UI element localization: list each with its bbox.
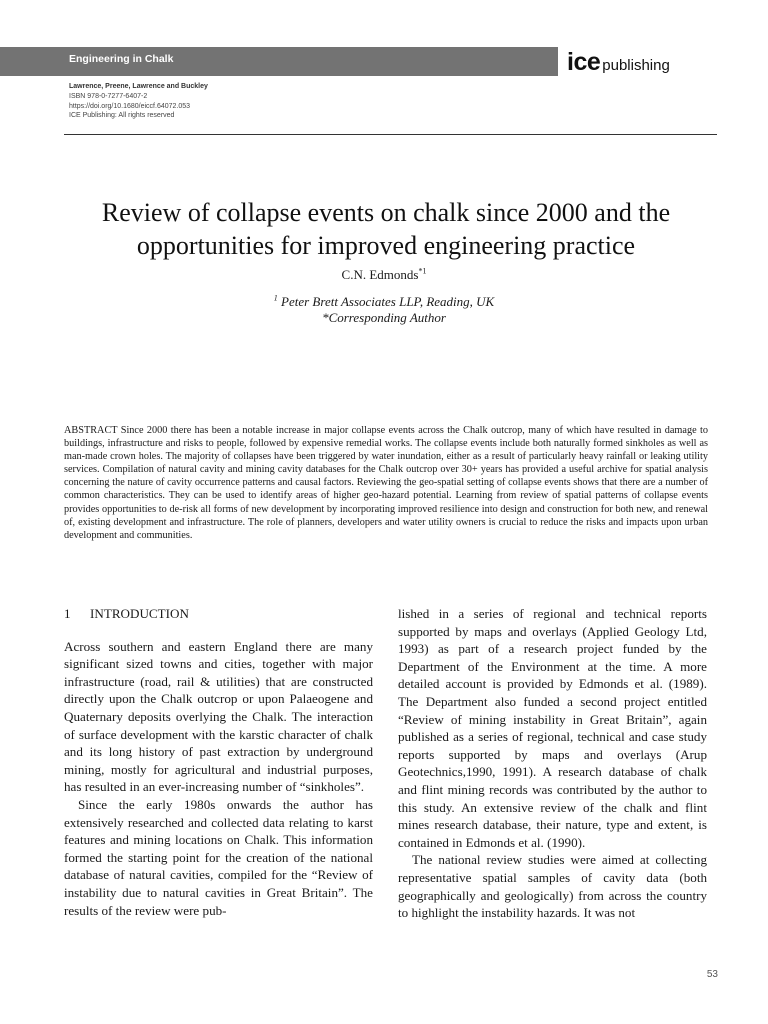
body-paragraph: The national review studies were aimed at collecting representative spatial samples of cavity data (both geographically and geologically) from across the country to highlight the instability hazards. It was not (398, 852, 707, 921)
body-column-right (398, 605, 707, 922)
page-number: 53 (706, 969, 718, 980)
book-doi: https://doi.org/10.1680/eiccf.64072.053 (69, 102, 191, 110)
logo-publishing-wordmark: publishing (602, 57, 670, 74)
section-title: INTRODUCTION (90, 606, 189, 621)
affiliation-text: Peter Brett Associates LLP, Reading, UK (281, 294, 495, 309)
book-isbn: ISBN 978-0-7277-6407-2 (69, 92, 148, 100)
paper-title (40, 196, 732, 262)
section-heading-introduction (64, 605, 373, 623)
author-marks: *1 (418, 266, 427, 276)
body-column-left (64, 605, 373, 919)
book-rights: ICE Publishing: All rights reserved (69, 112, 175, 120)
body-paragraph: Since the early 1980s onwards the author has extensively researched and collected data relating to karst features and mining locations on Chalk. This information formed the starting point for the creation of the national database of natural cavities, compiled for the “Review of instability due to natural cavities in Great Britain”. The results of the review were pub- (64, 796, 373, 918)
logo-ice-wordmark: ice (567, 48, 601, 76)
body-paragraph: lished in a series of regional and technical reports supported by maps and overlays (Applied Geology Ltd, 1993) as part of a research project funded by the Department of the Environment at the time. A more detailed account is provided by Edmonds et al. (1989). The Department also funded a second project entitled “Review of mining instability in Great Britain”, again published as a series of regional, technical and case study reports supported by maps and overlays (Arup Geotechnics,1990, 1991). A research database of chalk and flint mining records was contributed by the author to this study. An extensive review of the chalk and flint mines research database, their nature, type and extent, is contained in Edmonds et al. (1990). (398, 606, 707, 850)
author-line (0, 267, 768, 283)
affiliation-line (0, 294, 768, 310)
abstract: ABSTRACT Since 2000 there has been a notable increase in major collapse events across the Chalk outcrop, many of which have resulted in damage to buildings, infrastructure and risks to people, followed by expensive remedial works. The collapse events include both naturally formed sinkholes as well as man-made crown holes. The majority of collapses have been triggered by water inundation, either as a result of particularly heavy rainfall or leaking utility services. Compilation of natural cavity and mining cavity databases for the Chalk outcrop over 30+ years has provided a useful archive for spatial analysis concerning the nature of cavity occurrence patterns and causal factors. Reviewing the geo-spatial setting of collapse events shows that there are a number of common characteristics. They can be used to identify areas of higher geo-hazard potential. Learning from review of spatial patterns of collapse events provides opportunities to de-risk all forms of new development by incorporating improved resilience into design and construction for both new, and renewal of, existing development and infrastructure. The role of planners, developers and water utility owners is crucial to reduce the risks and impacts upon urban development and communities. (64, 425, 708, 541)
affiliation-block (0, 294, 768, 326)
body-paragraph: Across southern and eastern England there are many significant sized towns and cities, together with major infrastructure (road, rail & utilities) that are constructed directly upon the Chalk outcrop or upon Palaeogene and Quaternary deposits overlying the Chalk. The interaction of surface development with the karstic character of chalk and its long history of past extraction by underground mining, mostly for agricultural and industrial purposes, has resulted in an ever-increasing number of “sinkholes”. (64, 638, 373, 795)
series-title: Engineering in Chalk (69, 53, 174, 65)
corresponding-author-note: *Corresponding Author (322, 310, 446, 325)
paper-title-line-1: Review of collapse events on chalk since 2000 and the (101, 198, 671, 227)
section-number: 1 (64, 606, 71, 621)
paper-title-line-2: opportunities for improved engineering practice (136, 231, 636, 260)
book-metadata (69, 82, 208, 121)
affiliation-mark: 1 (273, 293, 278, 303)
series-banner (0, 47, 558, 76)
ice-publishing-logo (567, 49, 670, 75)
author-name: C.N. Edmonds (341, 267, 419, 282)
book-editors: Lawrence, Preene, Lawrence and Buckley (69, 83, 208, 90)
header-divider (64, 134, 717, 135)
